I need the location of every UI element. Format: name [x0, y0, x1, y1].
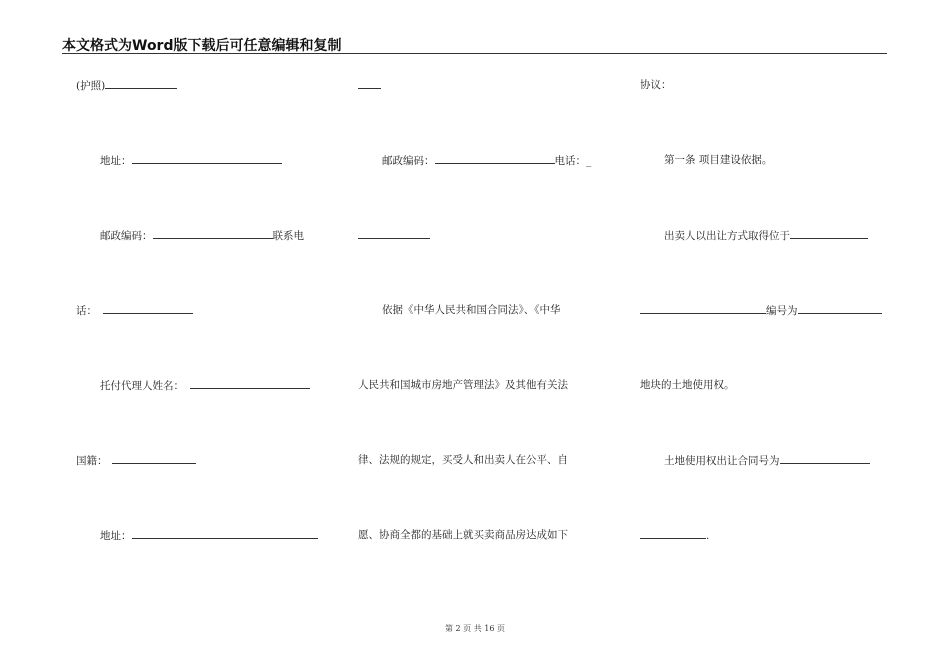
phone-tail-label: 话： [76, 305, 97, 317]
land-use-line: 地块的土地使用权。 [640, 379, 735, 391]
contact-phone-label: 联系电 [272, 230, 304, 242]
location-blank[interactable] [790, 228, 868, 239]
postal-code-label: 邮政编码： [382, 155, 435, 167]
contract-number-continuation-line [640, 528, 709, 543]
nationality-label: 国籍： [76, 455, 108, 467]
passport-line [76, 78, 177, 93]
contract-number-line [640, 453, 870, 468]
paragraph-line: 律、法规的规定，买受人和出卖人在公平、自 [358, 454, 568, 466]
number-line [640, 303, 882, 318]
seller-line [640, 228, 868, 243]
postal-code-line [76, 228, 304, 243]
document-header-title: 本文格式为Word版下载后可任意编辑和复制 [62, 38, 342, 54]
agent-name-line [76, 378, 310, 393]
agreement-label: 协议： [640, 79, 672, 91]
paragraph-line: 愿、协商全都的基础上就买卖商品房达成如下 [358, 529, 568, 541]
phone-blank[interactable] [103, 303, 193, 314]
column-left [76, 0, 326, 672]
paragraph-line: 依据《中华人民共和国合同法》、《中华 [382, 304, 561, 316]
passport-label: (护照) [76, 80, 106, 92]
postal-code-label: 邮政编码： [100, 230, 153, 242]
page-number-footer: 第 2 页 共 16 页 [445, 624, 505, 633]
address-label: 地址： [100, 530, 132, 542]
postal-phone-line [358, 153, 591, 168]
phone-line [76, 303, 193, 318]
address-label: 地址： [100, 155, 132, 167]
period-mark: . [706, 530, 710, 542]
agent-name-blank[interactable] [190, 378, 310, 389]
nationality-line [76, 453, 196, 468]
paragraph-line: 人民共和国城市房地产管理法》及其他有关法 [358, 379, 568, 391]
agent-name-label: 托付代理人姓名： [100, 380, 184, 392]
column-middle [358, 0, 608, 672]
address-blank[interactable] [132, 153, 282, 164]
address-blank[interactable] [132, 528, 318, 539]
article-heading: 第一条 项目建设依据。 [664, 154, 773, 166]
continuation-line [358, 78, 381, 93]
phone-label: 电话：_ [554, 155, 592, 167]
nationality-blank[interactable] [112, 453, 196, 464]
postal-code-blank[interactable] [153, 228, 273, 239]
contract-number-blank[interactable] [780, 453, 870, 464]
location-continuation-blank[interactable] [640, 303, 766, 314]
seller-text: 出卖人以出让方式取得位于 [664, 230, 790, 242]
phone-blank[interactable] [358, 228, 430, 239]
phone-continuation-line [358, 228, 430, 243]
postal-code-blank[interactable] [435, 153, 555, 164]
number-blank[interactable] [798, 303, 882, 314]
passport-blank[interactable] [105, 78, 177, 89]
contract-number-continuation-blank[interactable] [640, 528, 706, 539]
column-right [640, 0, 890, 672]
number-label: 编号为 [766, 305, 798, 317]
contract-number-label: 土地使用权出让合同号为 [664, 455, 780, 467]
address-line-2 [76, 528, 318, 543]
address-line-1 [76, 153, 282, 168]
continuation-blank[interactable] [358, 78, 381, 89]
